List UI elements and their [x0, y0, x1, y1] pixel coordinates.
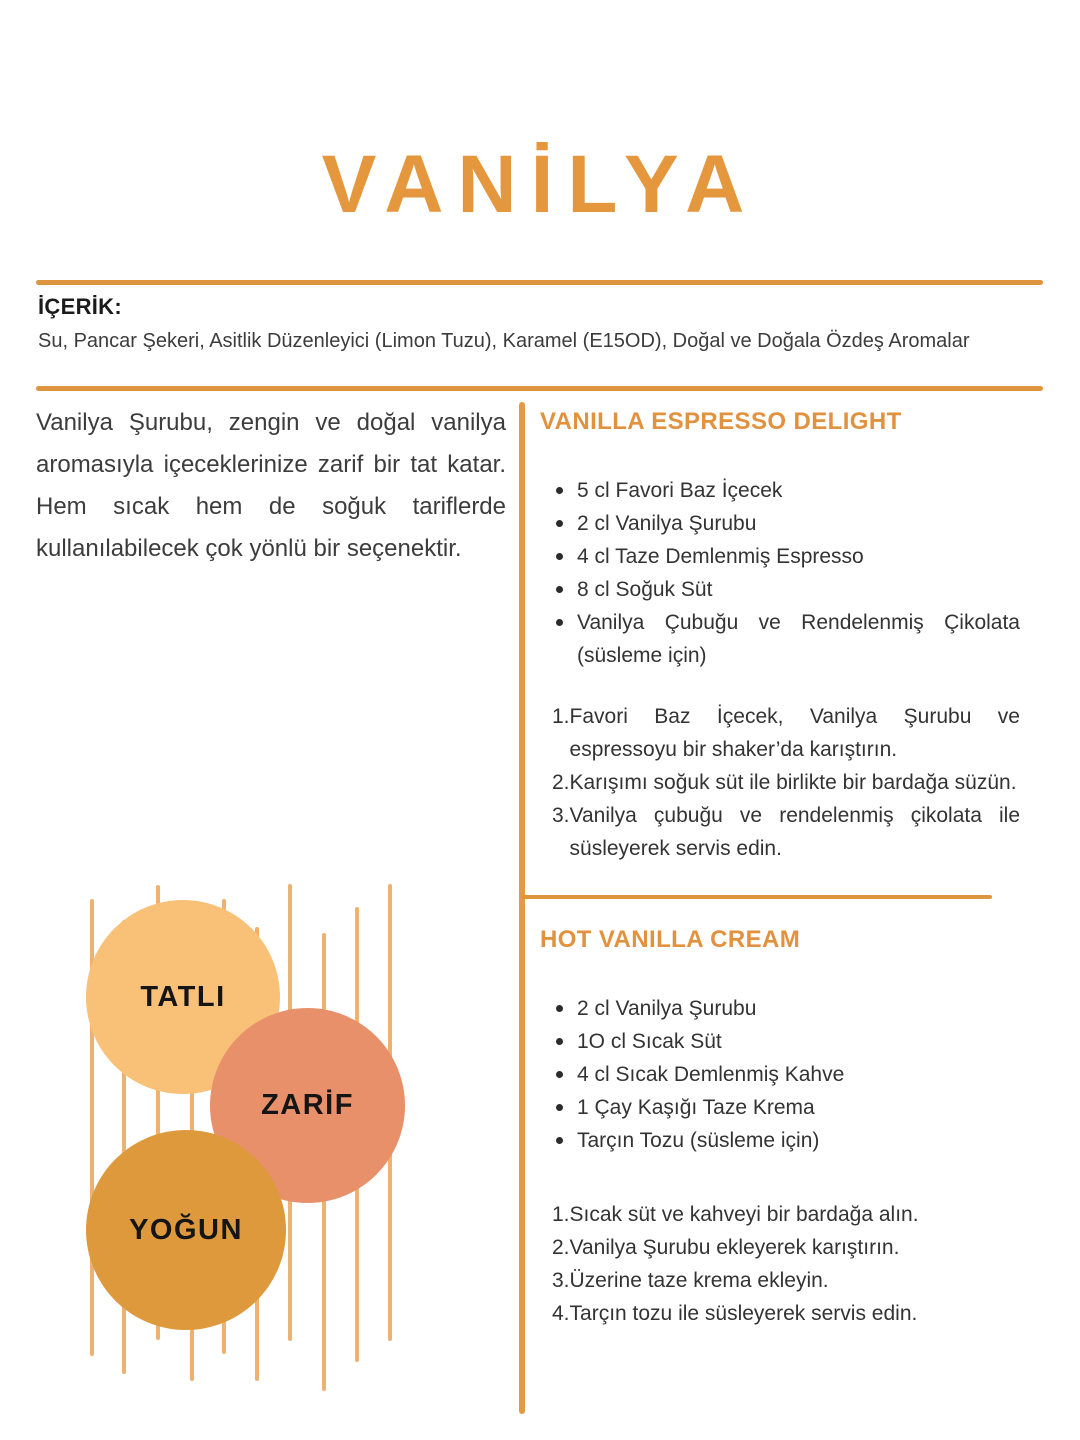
ingredient-item: 1 Çay Kaşığı Taze Krema	[540, 1091, 1020, 1124]
step-item	[552, 799, 1020, 865]
recipe-title-espresso-delight: VANILLA ESPRESSO DELIGHT	[540, 408, 902, 435]
step-number: 2.	[552, 1236, 570, 1259]
recipe-1-ingredient-list	[540, 474, 1020, 672]
ingredients-heading: İÇERİK:	[38, 294, 122, 319]
ingredient-item: 1O cl Sıcak Süt	[540, 1025, 1020, 1058]
ingredient-item: Tarçın Tozu (süsleme için)	[540, 1124, 1020, 1157]
recipe-1-step-list	[552, 700, 1020, 865]
attribute-label: YOĞUN	[129, 1213, 243, 1246]
recipe-title-hot-vanilla-cream: HOT VANILLA CREAM	[540, 926, 801, 953]
step-number: 4.	[552, 1302, 570, 1325]
step-number: 3.	[552, 804, 570, 827]
ingredient-item: 4 cl Taze Demlenmiş Espresso	[540, 540, 1020, 573]
step-text: Vanilya Şurubu ekleyerek karıştırın.	[569, 1236, 900, 1259]
step-text: Sıcak süt ve kahveyi bir bardağa alın.	[569, 1203, 919, 1226]
attribute-label: ZARİF	[261, 1089, 354, 1121]
divider-between-recipes	[521, 895, 992, 899]
step-text: Karışımı soğuk süt ile birlikte bir bardağa süzün.	[569, 771, 1017, 794]
attribute-circle-yogun	[86, 1130, 286, 1330]
ingredient-item: 4 cl Sıcak Demlenmiş Kahve	[540, 1058, 1020, 1091]
recipe-2-step-list	[552, 1198, 1020, 1330]
step-number: 1.	[552, 1203, 570, 1226]
step-item	[552, 1198, 1020, 1231]
step-text: Vanilya çubuğu ve rendelenmiş çikolata ile süsleyerek servis edin.	[569, 804, 1020, 860]
step-item	[552, 1264, 1020, 1297]
ingredient-item: 2 cl Vanilya Şurubu	[540, 507, 1020, 540]
ingredient-item: 5 cl Favori Baz İçecek	[540, 474, 1020, 507]
step-number: 3.	[552, 1269, 570, 1292]
ingredient-item: 8 cl Soğuk Süt	[540, 573, 1020, 606]
step-text: Tarçın tozu ile süsleyerek servis edin.	[569, 1302, 918, 1325]
step-number: 1.	[552, 705, 570, 728]
column-divider	[519, 402, 525, 1414]
recipe-2-ingredient-list	[540, 992, 1020, 1157]
attribute-label: TATLI	[140, 980, 226, 1013]
page-title: VANİLYA	[321, 139, 759, 230]
ingredient-item: Vanilya Çubuğu ve Rendelenmiş Çikolata (süsleme için)	[540, 606, 1020, 672]
step-text: Favori Baz İçecek, Vanilya Şurubu ve espressoyu bir shaker’da karıştırın.	[569, 705, 1020, 761]
step-item	[552, 700, 1020, 766]
divider-top	[36, 280, 1043, 285]
step-item	[552, 1297, 1020, 1330]
ingredient-item: 2 cl Vanilya Şurubu	[540, 992, 1020, 1025]
divider-under-ingredients	[36, 386, 1043, 391]
step-number: 2.	[552, 771, 570, 794]
step-item	[552, 1231, 1020, 1264]
intro-paragraph: Vanilya Şurubu, zengin ve doğal vanilya aromasıyla içeceklerinize zarif bir tat katar. Hem sıcak hem de soğuk tariflerde kullanılabilecek çok yönlü bir seçenektir.	[36, 409, 506, 562]
ingredients-text: Su, Pancar Şekeri, Asitlik Düzenleyici (Limon Tuzu), Karamel (E15OD), Doğal ve Doğala Özdeş Aromalar	[38, 330, 970, 352]
step-text: Üzerine taze krema ekleyin.	[569, 1269, 829, 1292]
step-item	[552, 766, 1020, 799]
